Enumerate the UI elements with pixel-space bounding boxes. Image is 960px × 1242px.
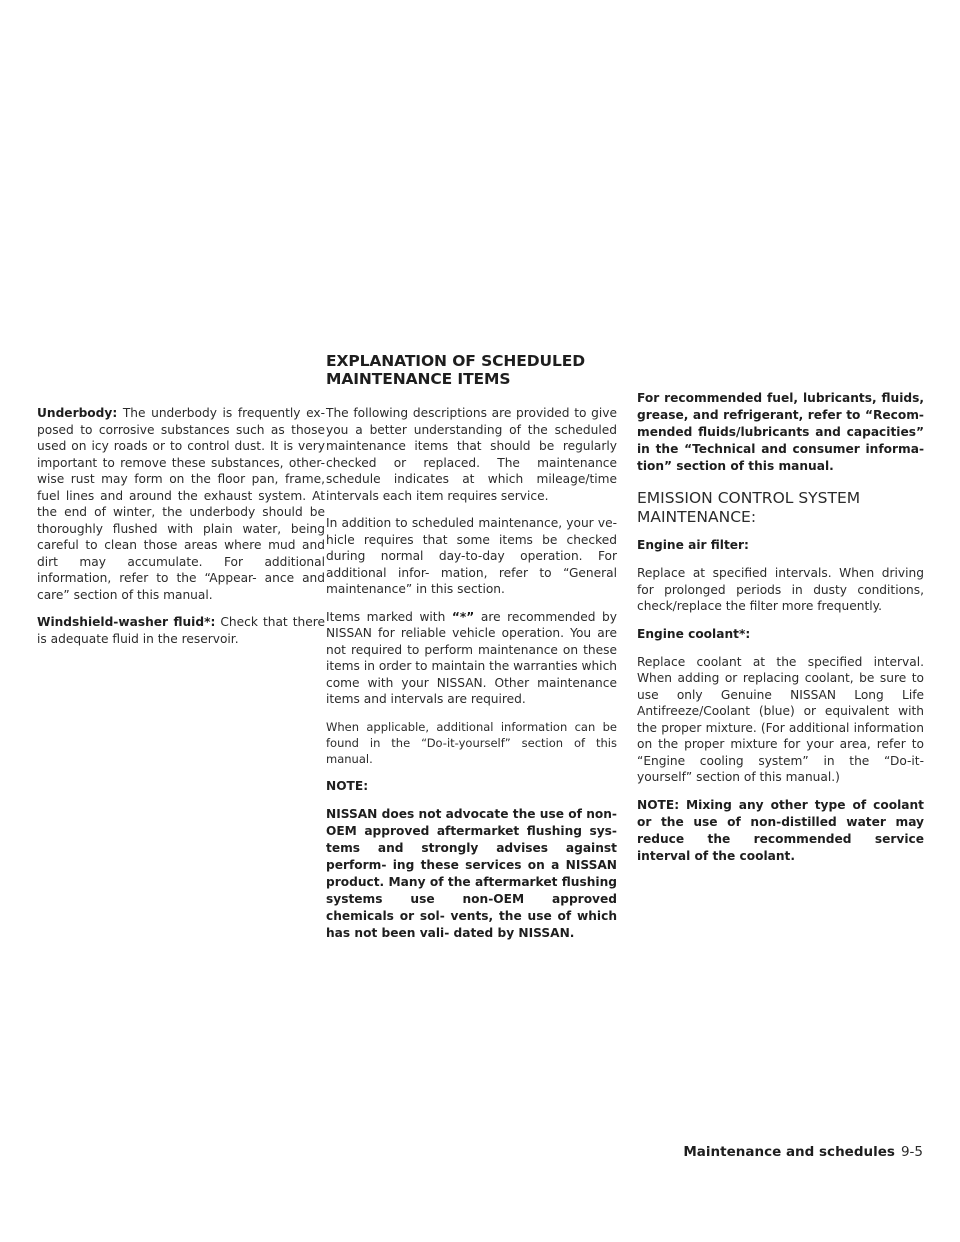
day-to-day-paragraph: In addition to scheduled maintenance, your ve- hicle requires that some items be checked during normal day-to-day operation. For additional infor- mation, refer to “General maintenance” in this section. (326, 516, 617, 596)
section-heading-line2: MAINTENANCE ITEMS (326, 370, 511, 388)
emission-heading-line1: EMISSION CONTROL SYSTEM (637, 489, 861, 507)
footer-section-title: Maintenance and schedules (683, 1144, 895, 1160)
section-heading-line1: EXPLANATION OF SCHEDULED (326, 352, 586, 370)
washer-fluid-text: Check that there is adequate fluid in the reservoir. (37, 615, 326, 646)
note-label: NOTE: (326, 778, 369, 793)
items-marked-paragraph (326, 609, 617, 708)
page-footer (683, 1144, 923, 1160)
emission-control-heading (637, 489, 924, 527)
asterisk-mark: “*” (451, 609, 475, 624)
column-1 (37, 405, 325, 658)
section-heading (326, 352, 626, 388)
coolant-label: Engine coolant*: (637, 626, 751, 641)
items-marked-text-after: are recommended by NISSAN for reliable vehicle operation. You are not required to perform maintenance on these items in order to maintain the warranties which come with your NISSAN. Other maintenance items and intervals are required. (326, 609, 618, 706)
recommended-fluids-paragraph: For recommended fuel, lubricants, fluids, grease, and refrigerant, refer to “Recom- mended fluids/lubricants and capacities” in the “Technical and consumer informa- tion” section of this manual. (637, 391, 924, 473)
underbody-paragraph (37, 405, 325, 603)
underbody-text: The underbody is frequently ex- posed to corrosive substances such as those used on icy roads or to control dust. It is very important to remove these substances, other- wise rust may form on the floor pan, frame, fuel lines and around the exhaust system. At the end of winter, the underbody should be thoroughly flushed with plain water, being careful to clean those areas where mud and dirt may accumulate. For additional information, refer to the “Appear- ance and care” section of this manual. (37, 406, 325, 602)
intro-paragraph: The following descriptions are provided to give you a better understanding of the scheduled maintenance items that should be regularly checked or replaced. The maintenance schedule indicates at which mileage/time intervals each item requires service. (326, 406, 617, 503)
page-number: 9-5 (900, 1144, 923, 1160)
coolant-text: Replace coolant at the specified interval. When adding or replacing coolant, be sure to use only Genuine NISSAN Long Life Antifreeze/Coolant (blue) or equivalent with the proper mixture. (For additional information on the proper mixture for your area, refer to “Engine cooling system” in the “Do-it-yourself” section of this manual.) (637, 654, 924, 784)
items-marked-text-before: Items marked with (326, 609, 446, 624)
underbody-label: Underbody: (37, 406, 118, 420)
washer-fluid-label: Windshield-washer fluid*: (37, 615, 216, 629)
coolant-note: NOTE: Mixing any other type of coolant or the use of non-distilled water may reduce the recommended service interval of the coolant. (637, 797, 924, 863)
air-filter-label: Engine air filter: (637, 538, 749, 552)
additional-info-paragraph: When applicable, additional information can be found in the “Do-it-yourself” section of this manual. (326, 719, 617, 766)
emission-heading-line2: MAINTENANCE: (637, 508, 757, 526)
note-text: NISSAN does not advocate the use of non- OEM approved aftermarket flushing sys- tems and strongly advises against perform- ing these services on a NISSAN product. Many of the aftermarket flushing systems use non-OEM approved chemicals or sol- vents, the use of which has not been vali- dated by NISSAN. (326, 806, 617, 940)
air-filter-text: Replace at specified intervals. When driving for prolonged periods in dusty conditions, check/replace the filter more frequently. (637, 566, 924, 613)
column-3 (637, 390, 924, 876)
column-2 (326, 405, 617, 953)
washer-fluid-paragraph (37, 614, 325, 647)
